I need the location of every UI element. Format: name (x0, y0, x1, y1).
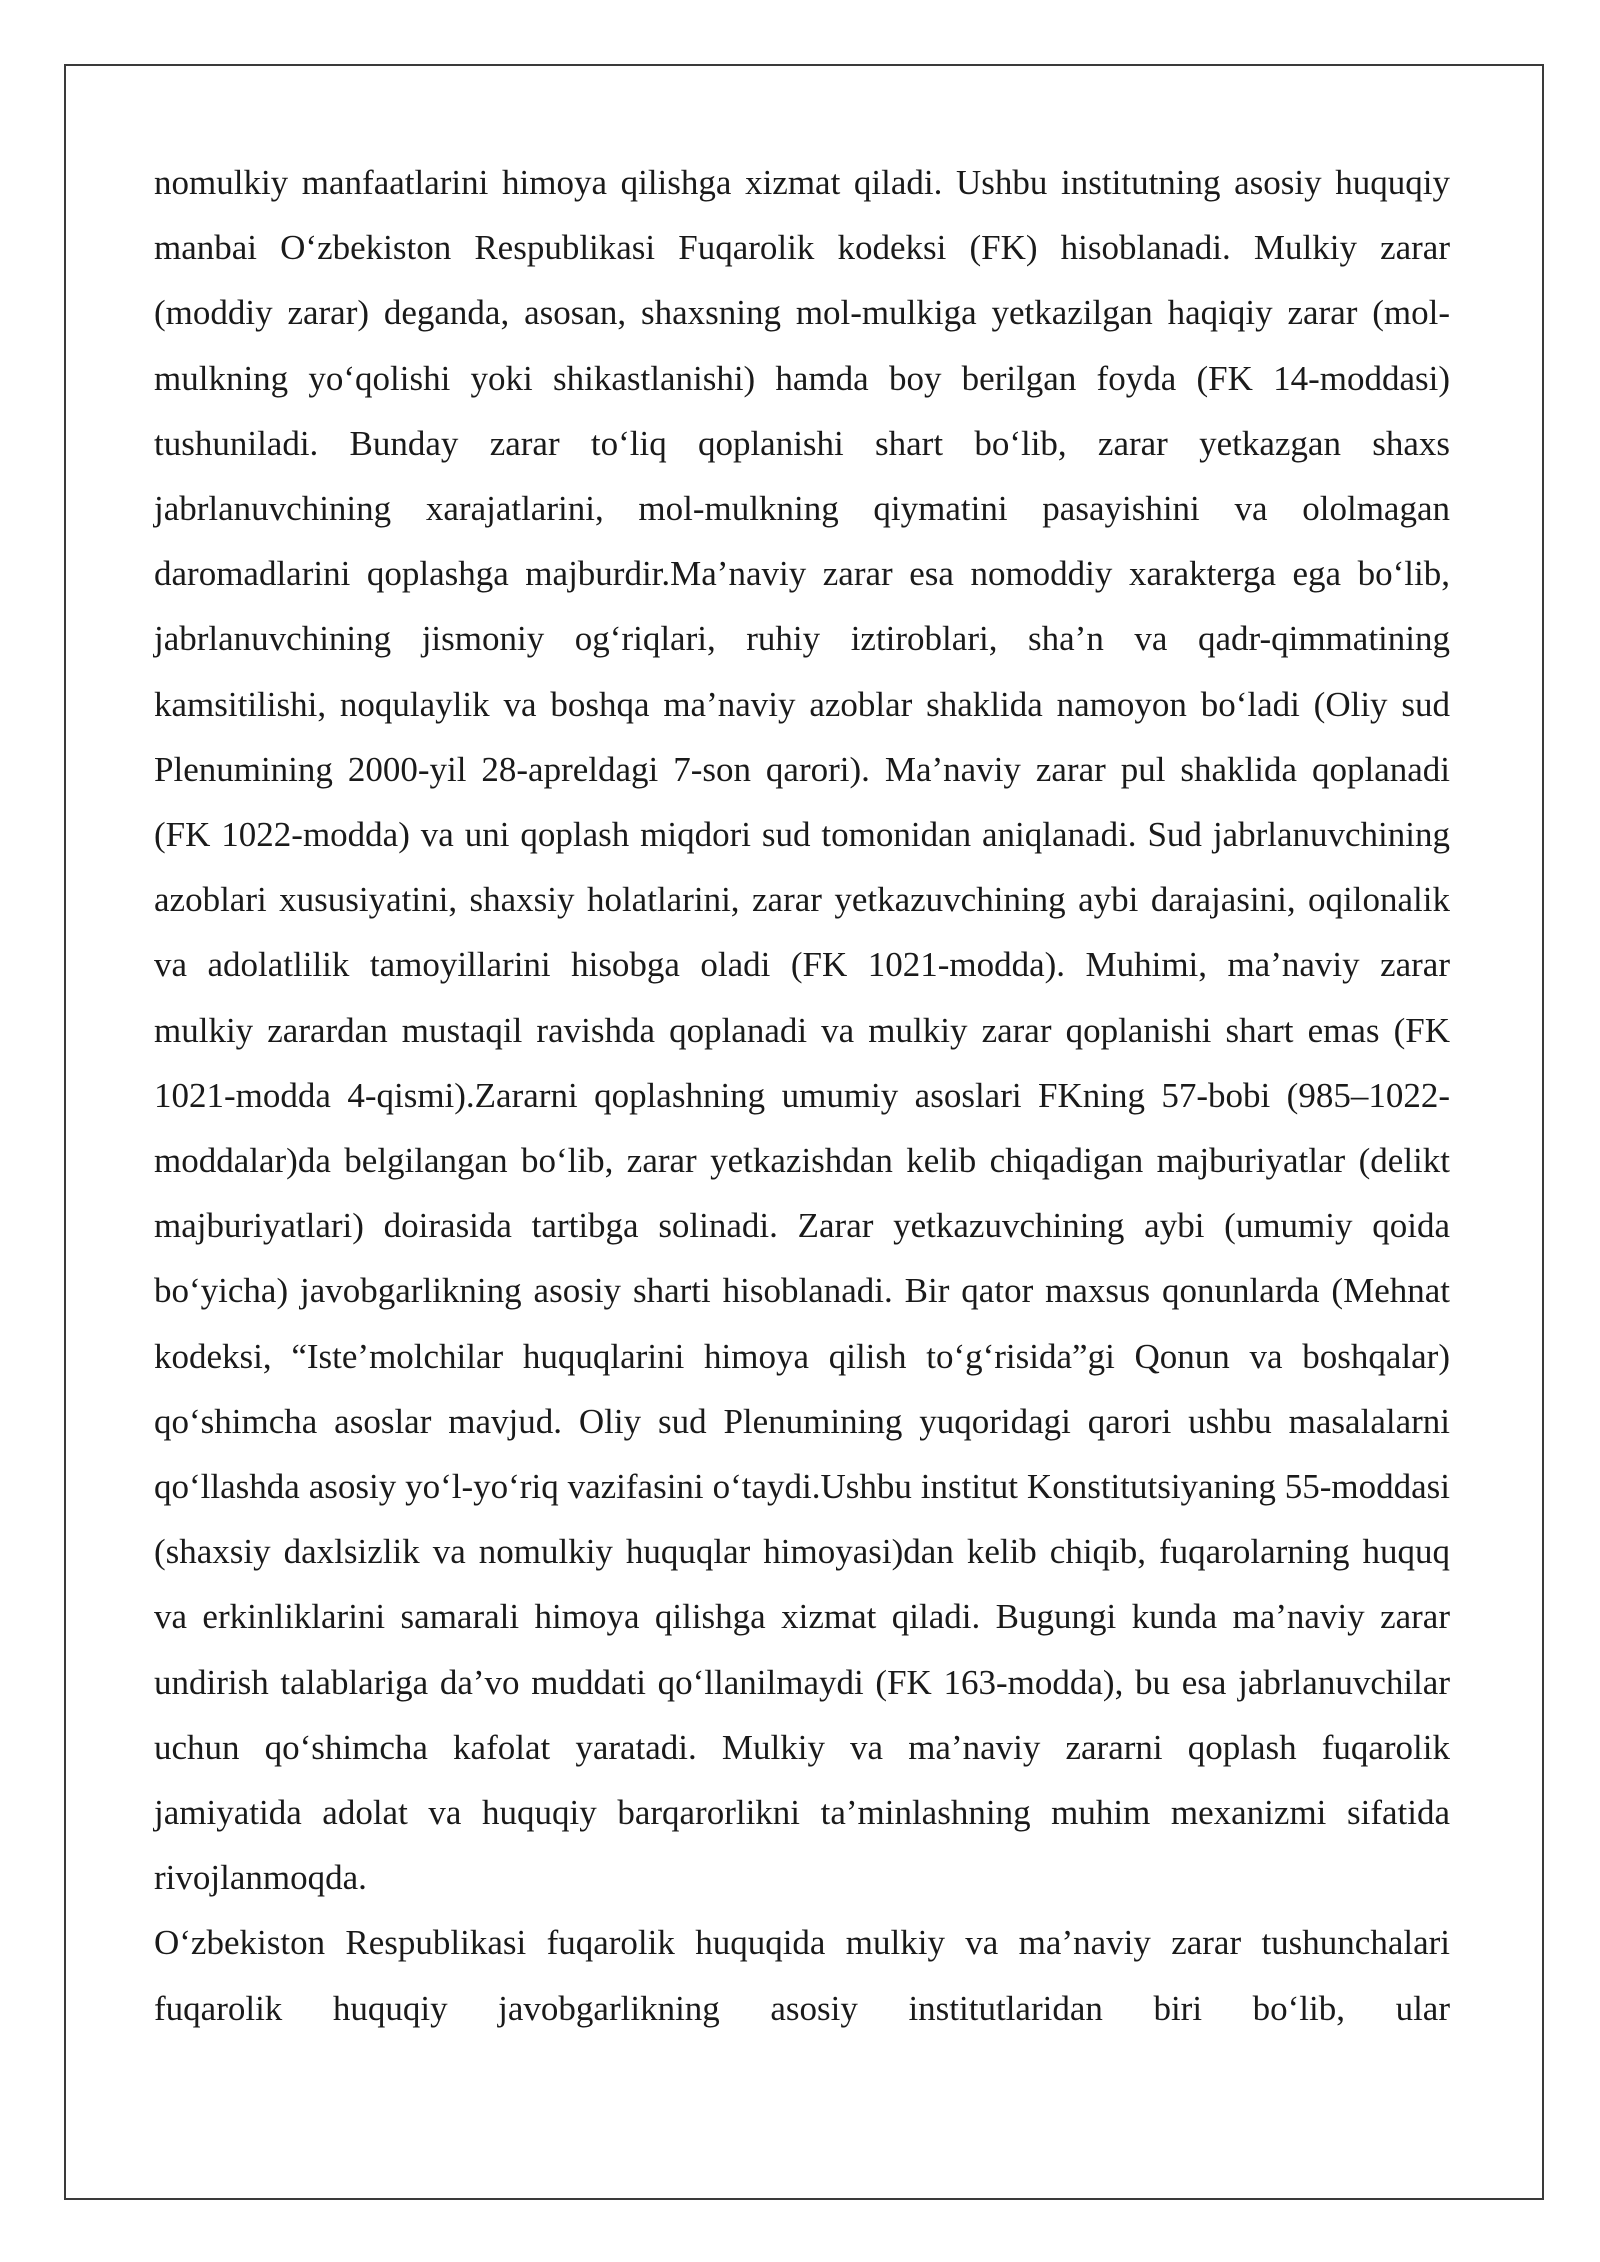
paragraph-1: nomulkiy manfaatlarini himoya qilishga xizmat qiladi. Ushbu institutning asosiy huquqiy manbai O‘zbekiston Respublikasi Fuqarolik kodeksi (FK) hisoblanadi. Mulkiy zarar (moddiy zarar) deganda, asosan, shaxsning mol-mulkiga yetkazilgan haqiqiy zarar (mol-mulkning yo‘qolishi yoki shikastlanishi) hamda boy berilgan foyda (FK 14-moddasi) tushuniladi. Bunday zarar to‘liq qoplanishi shart bo‘lib, zarar yetkazgan shaxs jabrlanuvchining xarajatlarini, mol-mulkning qiymatini pasayishini va ololmagan daromadlarini qoplashga majburdir.Ma’naviy zarar esa nomoddiy xarakterga ega bo‘lib, jabrlanuvchining jismoniy og‘riqlari, ruhiy iztiroblari, sha’n va qadr-qimmatining kamsitilishi, noqulaylik va boshqa ma’naviy azoblar shaklida namoyon bo‘ladi (Oliy sud Plenumining 2000-yil 28-apreldagi 7-son qarori). Ma’naviy zarar pul shaklida qoplanadi (FK 1022-modda) va uni qoplash miqdori sud tomonidan aniqlanadi. Sud jabrlanuvchining azoblari xususiyatini, shaxsiy holatlarini, zarar yetkazuvchining aybi darajasini, oqilonalik va adolatlilik tamoyillarini hisobga oladi (FK 1021-modda). Muhimi, ma’naviy zarar mulkiy zarardan mustaqil ravishda qoplanadi va mulkiy zarar qoplanishi shart emas (FK 1021-modda 4-qismi).Zararni qoplashning umumiy asoslari FKning 57-bobi (985–1022-moddalar)da belgilangan bo‘lib, zarar yetkazishdan kelib chiqadigan majburiyatlar (delikt majburiyatlari) doirasida tartibga solinadi. Zarar yetkazuvchining aybi (umumiy qoida bo‘yicha) javobgarlikning asosiy sharti hisoblanadi. Bir qator maxsus qonunlarda (Mehnat kodeksi, “Iste’molchilar huquqlarini himoya qilish to‘g‘risida”gi Qonun va boshqalar) qo‘shimcha asoslar mavjud. Oliy sud Plenumining yuqoridagi qarori ushbu masalalarni qo‘llashda asosiy yo‘l-yo‘riq vazifasini o‘taydi.Ushbu institut Konstitutsiyaning 55-moddasi (shaxsiy daxlsizlik va nomulkiy huquqlar himoyasi)dan kelib chiqib, fuqarolarning huquq va erkinliklarini samarali himoya qilishga xizmat qiladi. Bugungi kunda ma’naviy zarar undirish talablariga da’vo muddati qo‘llanilmaydi (FK 163-modda), bu esa jabrlanuvchilar uchun qo‘shimcha kafolat yaratadi. Mulkiy va ma’naviy zararni qoplash fuqarolik jamiyatida adolat va huquqiy barqarorlikni ta’minlashning muhim mexanizmi sifatida rivojlanmoqda. (154, 163, 1450, 1898)
paragraph-2: O‘zbekiston Respublikasi fuqarolik huquqida mulkiy va ma’naviy zarar tushunchalari fuqarolik huquqiy javobgarlikning asosiy institutlaridan biri bo‘lib, ular (154, 1923, 1450, 2028)
document-body (154, 150, 1450, 2041)
